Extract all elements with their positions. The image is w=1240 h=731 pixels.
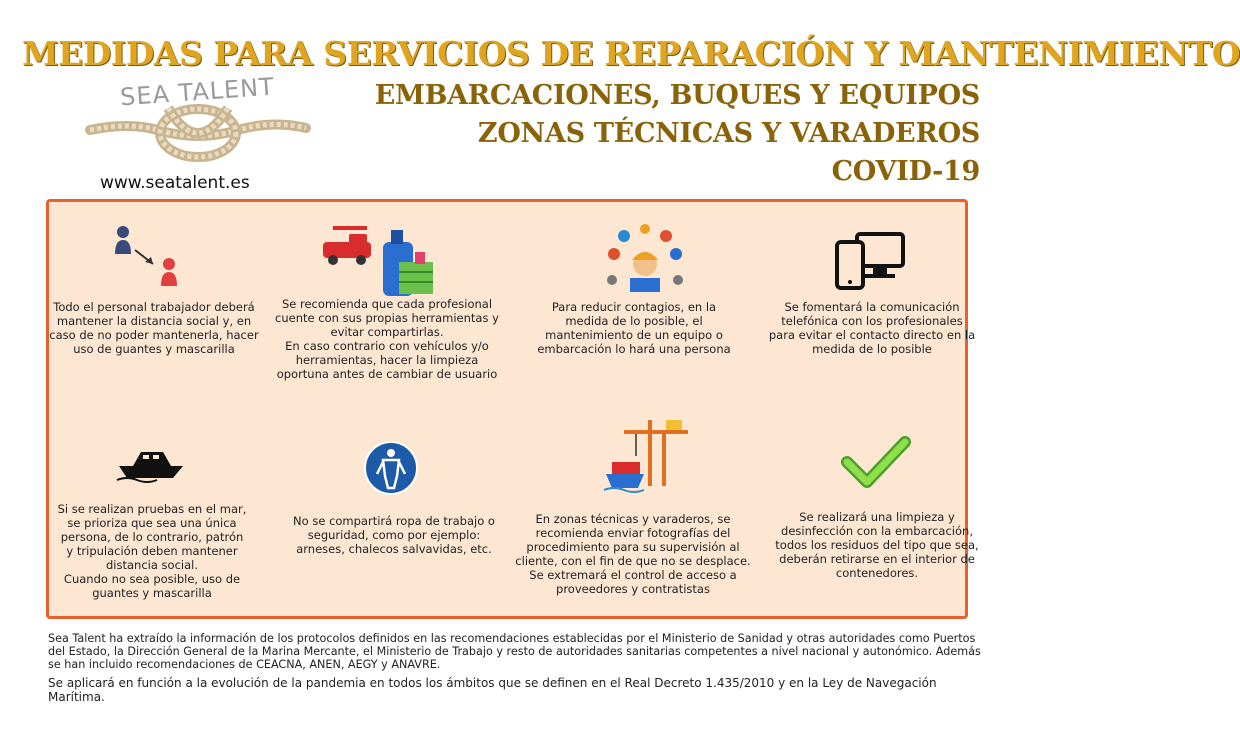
measure-text-3: Para reducir contagios, en la medida de lo posible, el mantenimiento de un equipo o embarcación lo hará una persona [537,300,731,356]
subtitle-covid: COVID-19 [831,156,980,187]
checkmark-icon [843,436,909,488]
measure-text-4: Se fomentará la comunicación telefónica con los profesionales para evitar el contacto directo en la medida de lo posible [768,300,976,356]
measure-text-6: No se compartirá ropa de trabajo o seguridad, como por ejemplo: arneses, chalecos salvavidas, etc. [293,514,495,556]
footer-sources: Sea Talent ha extraído la información de los protocolos definidos en las recomendaciones establecidas por el Ministerio de Sanidad y otras autoridades como Puertos del Estado, la Dirección General de la Marina Mercante, el Ministerio de Trabajo y resto de autoridades sanitarias competentes a nivel nacional y autonómico. Además se han incluido recomendaciones de CEACNA, ANEN, AEGY y ANAVRE. [48,632,981,671]
website-link[interactable]: www.seatalent.es [100,173,250,193]
boat-icon [117,442,187,482]
page-title: MEDIDAS PARA SERVICIOS DE REPARACIÓN Y MANTENIMIENTO [22,34,1240,73]
measures-panel [46,199,979,619]
footer-legal: Se aplicará en función a la evolución de la pandemia en todos los ámbitos que se definen en el Real Decreto 1.435/2010 y en la Ley de Navegación Marítima. [48,676,937,704]
social-distance-icon [111,224,181,292]
measure-text-1: Todo el personal trabajador deberá mantener la distancia social y, en caso de no poder mantenerla, hacer uso de guantes y mascarilla [49,300,259,356]
harness-sign-icon [363,440,419,496]
subtitle-zones: ZONAS TÉCNICAS Y VARADEROS [477,118,980,149]
subtitle-vessels: EMBARCACIONES, BUQUES Y EQUIPOS [374,80,980,111]
logo-text: SEA TALENT [119,72,276,112]
measure-text-7: En zonas técnicas y varaderos, se recomienda enviar fotografías del procedimiento para su supervisión al cliente, con el fin de que no se desplace. Se extremará el control de acceso a proveedores y contratistas [515,512,751,596]
worker-icon [604,224,686,294]
phone-monitor-icon [835,232,905,290]
crane-ship-icon [604,416,694,496]
measure-text-8: Se realizará una limpieza y desinfección con la embarcación, todos los residuos del tipo que sea, deberán retirarse en el interior de contenedores. [775,510,979,580]
measure-text-2: Se recomienda que cada profesional cuente con sus propias herramientas y evitar compartirlas. En caso contrario con vehículos y/o herramientas, hacer la limpieza oportuna antes de cambiar de usuario [275,297,499,381]
measure-text-5: Si se realizan pruebas en el mar, se prioriza que sea una única persona, de lo contrario, patrón y tripulación deben mantener distancia social. Cuando no sea posible, uso de guantes y mascarilla [57,502,247,600]
tools-cleaning-icon [319,222,439,302]
